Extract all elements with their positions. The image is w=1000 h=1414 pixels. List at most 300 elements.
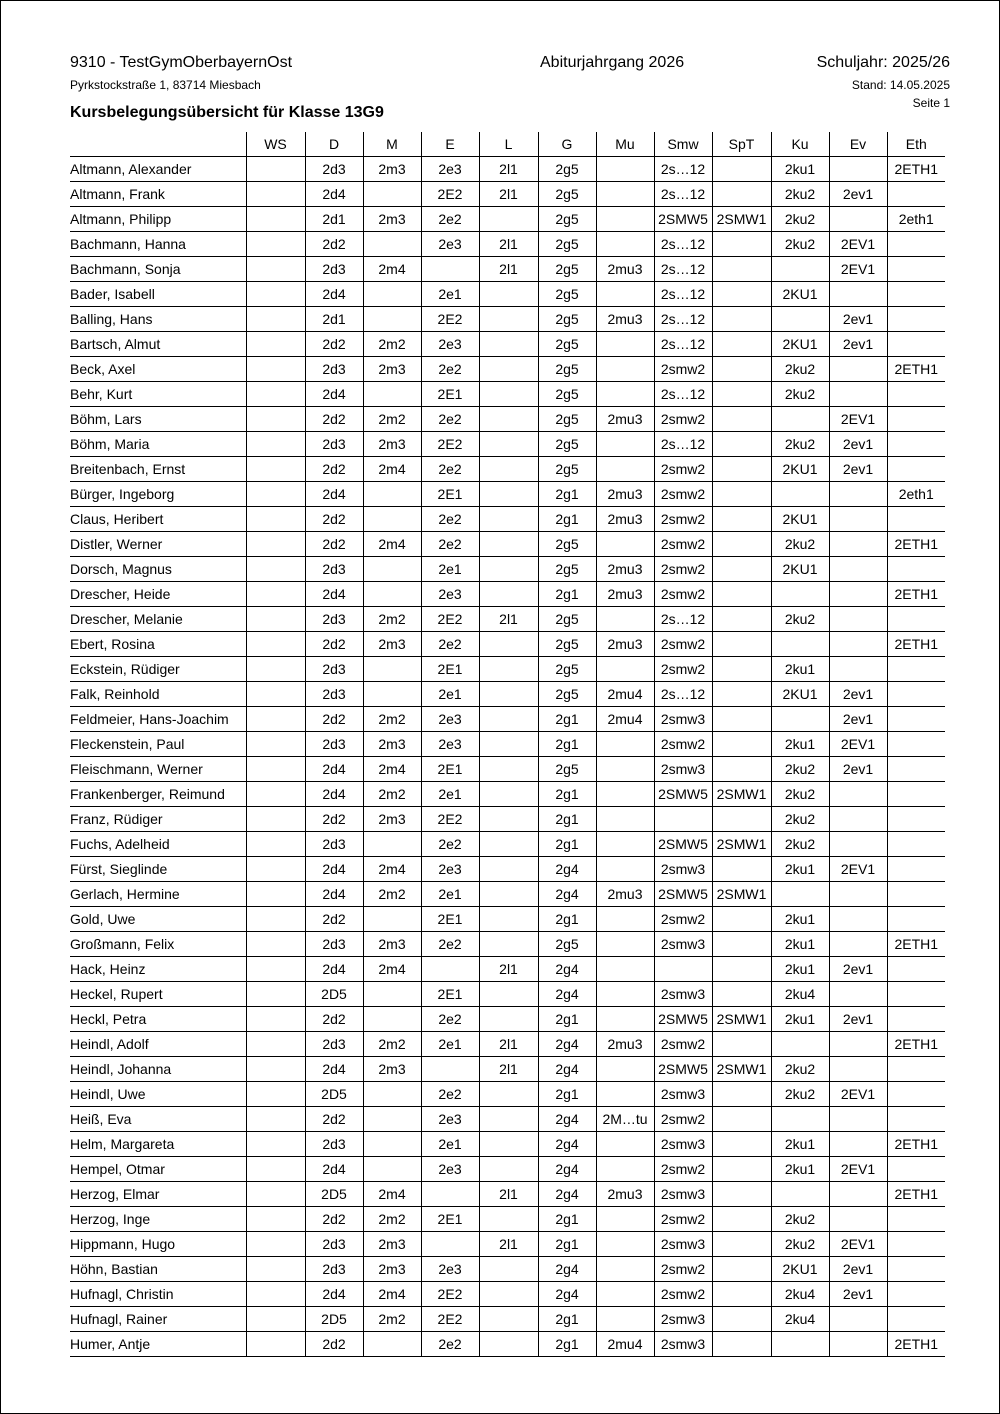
course-cell: 2e2 [421, 457, 479, 482]
course-cell [479, 632, 538, 657]
course-cell [246, 757, 305, 782]
student-name: Falk, Reinhold [70, 682, 246, 707]
course-cell: 2g1 [538, 782, 596, 807]
course-cell: 2d4 [305, 882, 363, 907]
course-cell [479, 1307, 538, 1332]
course-cell: 2smw2 [654, 657, 712, 682]
course-cell: 2m3 [363, 157, 421, 182]
course-cell [829, 582, 887, 607]
course-cell [596, 1257, 654, 1282]
course-cell: 2l1 [479, 1057, 538, 1082]
course-cell: 2d3 [305, 732, 363, 757]
course-cell [887, 282, 945, 307]
course-cell [829, 1032, 887, 1057]
course-cell: 2g5 [538, 232, 596, 257]
course-cell [887, 507, 945, 532]
course-cell [246, 682, 305, 707]
course-cell [829, 1107, 887, 1132]
table-row [70, 1282, 945, 1307]
course-cell: 2g5 [538, 557, 596, 582]
course-cell: 2m4 [363, 257, 421, 282]
course-cell [246, 1282, 305, 1307]
course-cell: 2ku2 [771, 382, 829, 407]
course-cell: 2mu3 [596, 582, 654, 607]
course-cell: 2ev1 [829, 457, 887, 482]
course-cell [829, 1207, 887, 1232]
course-cell: 2SMW1 [712, 832, 771, 857]
course-cell: 2E2 [421, 807, 479, 832]
student-name: Heckel, Rupert [70, 982, 246, 1007]
course-cell [654, 957, 712, 982]
column-header: E [421, 132, 479, 157]
course-cell [479, 657, 538, 682]
student-name: Herzog, Inge [70, 1207, 246, 1232]
course-cell: 2m2 [363, 707, 421, 732]
course-cell [479, 1157, 538, 1182]
course-cell: 2smw2 [654, 732, 712, 757]
course-cell [887, 657, 945, 682]
course-cell: 2KU1 [771, 507, 829, 532]
course-cell: 2d3 [305, 432, 363, 457]
course-cell: 2g5 [538, 757, 596, 782]
course-cell: 2l1 [479, 1182, 538, 1207]
course-cell: 2smw2 [654, 532, 712, 557]
course-cell [829, 1057, 887, 1082]
course-cell: 2ku2 [771, 532, 829, 557]
course-cell [246, 1332, 305, 1357]
course-cell [771, 707, 829, 732]
course-cell: 2ETH1 [887, 932, 945, 957]
course-cell: 2g1 [538, 1007, 596, 1032]
course-cell: 2d4 [305, 182, 363, 207]
course-cell [479, 757, 538, 782]
course-cell [246, 782, 305, 807]
course-cell [246, 807, 305, 832]
course-cell: 2s…12 [654, 232, 712, 257]
course-cell: 2ev1 [829, 332, 887, 357]
course-cell: 2d3 [305, 657, 363, 682]
table-row [70, 657, 945, 682]
table-row [70, 307, 945, 332]
course-cell: 2smw2 [654, 457, 712, 482]
course-cell [712, 507, 771, 532]
course-cell [246, 207, 305, 232]
course-cell [421, 1057, 479, 1082]
student-name: Herzog, Elmar [70, 1182, 246, 1207]
course-cell [479, 582, 538, 607]
course-cell [363, 382, 421, 407]
table-row [70, 257, 945, 282]
student-name: Beck, Axel [70, 357, 246, 382]
course-cell [887, 307, 945, 332]
course-cell [771, 407, 829, 432]
course-cell [363, 1132, 421, 1157]
course-cell: 2e1 [421, 782, 479, 807]
school-address: Pyrkstockstraße 1, 83714 Miesbach [70, 78, 261, 92]
course-cell: 2E1 [421, 482, 479, 507]
course-cell [712, 1282, 771, 1307]
course-cell [246, 482, 305, 507]
course-cell [712, 1232, 771, 1257]
course-cell: 2g5 [538, 207, 596, 232]
stand-date: Stand: 14.05.2025 [851, 78, 950, 92]
student-name: Altmann, Alexander [70, 157, 246, 182]
student-name: Eckstein, Rüdiger [70, 657, 246, 682]
course-cell [887, 1207, 945, 1232]
course-cell [363, 1082, 421, 1107]
course-cell: 2e1 [421, 1032, 479, 1057]
table-row [70, 457, 945, 482]
course-cell: 2g4 [538, 882, 596, 907]
course-cell [887, 807, 945, 832]
course-cell: 2smw2 [654, 407, 712, 432]
course-cell: 2smw2 [654, 632, 712, 657]
course-cell: 2mu3 [596, 1182, 654, 1207]
course-cell [596, 732, 654, 757]
table-row [70, 782, 945, 807]
student-name: Altmann, Frank [70, 182, 246, 207]
course-cell: 2ETH1 [887, 1182, 945, 1207]
course-cell [596, 1132, 654, 1157]
course-cell: 2s…12 [654, 682, 712, 707]
course-cell: 2d2 [305, 532, 363, 557]
course-cell [887, 1007, 945, 1032]
student-name: Heindl, Uwe [70, 1082, 246, 1107]
column-header: Eth [887, 132, 945, 157]
course-cell [712, 1107, 771, 1132]
course-cell [829, 657, 887, 682]
course-cell: 2E1 [421, 982, 479, 1007]
course-cell [363, 1332, 421, 1357]
course-cell: 2ev1 [829, 707, 887, 732]
column-header: L [479, 132, 538, 157]
course-cell: 2D5 [305, 982, 363, 1007]
course-cell: 2smw2 [654, 907, 712, 932]
course-cell [829, 557, 887, 582]
course-cell [246, 182, 305, 207]
course-cell [712, 382, 771, 407]
course-cell [712, 282, 771, 307]
column-header: SpT [712, 132, 771, 157]
course-cell: 2m3 [363, 1057, 421, 1082]
course-cell: 2e1 [421, 1132, 479, 1157]
course-cell: 2e3 [421, 1157, 479, 1182]
course-cell: 2EV1 [829, 257, 887, 282]
course-cell [246, 532, 305, 557]
table-row [70, 707, 945, 732]
course-cell: 2E2 [421, 307, 479, 332]
table-row [70, 207, 945, 232]
student-name: Breitenbach, Ernst [70, 457, 246, 482]
course-cell: 2ETH1 [887, 357, 945, 382]
course-cell [363, 282, 421, 307]
student-name: Heckl, Petra [70, 1007, 246, 1032]
course-cell: 2ku2 [771, 1082, 829, 1107]
course-cell: 2d4 [305, 782, 363, 807]
course-cell [596, 157, 654, 182]
course-cell: 2m3 [363, 207, 421, 232]
course-cell [596, 657, 654, 682]
course-cell: 2ETH1 [887, 1032, 945, 1057]
course-cell: 2SMW5 [654, 782, 712, 807]
table-row [70, 157, 945, 182]
course-cell: 2g1 [538, 1332, 596, 1357]
course-cell: 2SMW5 [654, 832, 712, 857]
course-cell [829, 807, 887, 832]
course-cell [712, 407, 771, 432]
course-cell [887, 782, 945, 807]
course-cell: 2mu3 [596, 557, 654, 582]
course-cell [596, 607, 654, 632]
column-header: Ku [771, 132, 829, 157]
course-cell: 2smw2 [654, 1032, 712, 1057]
course-cell [363, 307, 421, 332]
course-cell [712, 682, 771, 707]
course-cell: 2e1 [421, 282, 479, 307]
course-cell [479, 382, 538, 407]
course-cell: 2g5 [538, 257, 596, 282]
course-cell [246, 1057, 305, 1082]
course-cell: 2SMW1 [712, 1057, 771, 1082]
course-cell [712, 907, 771, 932]
course-cell [712, 332, 771, 357]
table-row [70, 557, 945, 582]
table-row [70, 1082, 945, 1107]
table-row [70, 982, 945, 1007]
course-cell: 2m3 [363, 732, 421, 757]
course-cell: 2KU1 [771, 682, 829, 707]
course-cell [596, 782, 654, 807]
course-cell: 2D5 [305, 1082, 363, 1107]
table-row [70, 882, 945, 907]
course-cell [829, 1132, 887, 1157]
course-cell: 2smw3 [654, 982, 712, 1007]
course-cell [479, 907, 538, 932]
course-cell [887, 1057, 945, 1082]
course-cell: 2EV1 [829, 857, 887, 882]
student-name: Helm, Margareta [70, 1132, 246, 1157]
course-cell: 2SMW1 [712, 207, 771, 232]
course-cell: 2e2 [421, 632, 479, 657]
course-cell [479, 707, 538, 732]
course-cell [246, 432, 305, 457]
course-cell: 2smw2 [654, 357, 712, 382]
course-cell [246, 457, 305, 482]
course-cell: 2ku2 [771, 432, 829, 457]
course-cell [246, 732, 305, 757]
course-cell: 2g5 [538, 682, 596, 707]
course-cell [829, 882, 887, 907]
school-name: 9310 - TestGymOberbayernOst [70, 54, 293, 71]
student-name: Heindl, Johanna [70, 1057, 246, 1082]
course-cell: 2g4 [538, 1032, 596, 1057]
table-row [70, 532, 945, 557]
course-cell [829, 932, 887, 957]
course-cell: 2d3 [305, 157, 363, 182]
course-cell [712, 632, 771, 657]
course-cell [712, 157, 771, 182]
course-cell [479, 932, 538, 957]
course-cell [596, 207, 654, 232]
course-cell: 2g1 [538, 582, 596, 607]
course-cell: 2d1 [305, 207, 363, 232]
course-cell: 2mu3 [596, 1032, 654, 1057]
column-header: Mu [596, 132, 654, 157]
course-cell [479, 1132, 538, 1157]
column-header: G [538, 132, 596, 157]
course-cell [246, 1032, 305, 1057]
student-name: Fürst, Sieglinde [70, 857, 246, 882]
table-row [70, 1232, 945, 1257]
course-cell: 2ku2 [771, 807, 829, 832]
course-cell [829, 1332, 887, 1357]
course-cell [887, 332, 945, 357]
course-cell: 2s…12 [654, 607, 712, 632]
course-cell: 2smw3 [654, 857, 712, 882]
course-cell: 2ku4 [771, 982, 829, 1007]
course-cell: 2ev1 [829, 182, 887, 207]
course-cell: 2g5 [538, 307, 596, 332]
course-cell [479, 807, 538, 832]
student-name: Dorsch, Magnus [70, 557, 246, 582]
course-cell [771, 1032, 829, 1057]
table-row [70, 182, 945, 207]
course-cell: 2E2 [421, 432, 479, 457]
course-cell [712, 1157, 771, 1182]
course-cell: 2eth1 [887, 207, 945, 232]
column-header: WS [246, 132, 305, 157]
course-cell: 2e2 [421, 1082, 479, 1107]
course-cell: 2smw3 [654, 1307, 712, 1332]
course-cell [363, 657, 421, 682]
course-cell [887, 382, 945, 407]
course-cell [887, 1232, 945, 1257]
course-cell [829, 982, 887, 1007]
course-cell [421, 1232, 479, 1257]
course-cell: 2ev1 [829, 1007, 887, 1032]
student-name: Hack, Heinz [70, 957, 246, 982]
course-cell [887, 982, 945, 1007]
course-cell: 2smw3 [654, 757, 712, 782]
course-cell: 2d4 [305, 1057, 363, 1082]
table-row [70, 807, 945, 832]
course-cell: 2e2 [421, 1332, 479, 1357]
course-cell: 2ku1 [771, 657, 829, 682]
course-cell [246, 307, 305, 332]
course-cell: 2g5 [538, 182, 596, 207]
student-name: Hippmann, Hugo [70, 1232, 246, 1257]
course-cell: 2mu4 [596, 707, 654, 732]
course-cell: 2e1 [421, 682, 479, 707]
course-cell: 2ku4 [771, 1282, 829, 1307]
course-cell [771, 257, 829, 282]
course-cell: 2E1 [421, 657, 479, 682]
course-cell [712, 982, 771, 1007]
course-cell: 2d4 [305, 1282, 363, 1307]
schuljahr: Schuljahr: 2025/26 [816, 54, 950, 71]
course-cell: 2smw3 [654, 1082, 712, 1107]
course-cell: 2ku2 [771, 357, 829, 382]
course-cell [479, 457, 538, 482]
course-cell: 2l1 [479, 157, 538, 182]
course-cell: 2ku4 [771, 1307, 829, 1332]
course-cell: 2e1 [421, 557, 479, 582]
table-row [70, 1332, 945, 1357]
course-cell: 2mu4 [596, 682, 654, 707]
course-cell: 2ku2 [771, 832, 829, 857]
course-cell: 2ku1 [771, 1157, 829, 1182]
student-name: Bachmann, Sonja [70, 257, 246, 282]
course-cell: 2s…12 [654, 182, 712, 207]
course-cell [596, 457, 654, 482]
course-cell: 2g5 [538, 607, 596, 632]
course-cell: 2d4 [305, 757, 363, 782]
course-cell: 2d4 [305, 482, 363, 507]
course-cell [246, 407, 305, 432]
course-cell [596, 282, 654, 307]
course-cell [829, 782, 887, 807]
course-cell: 2m2 [363, 882, 421, 907]
table-row [70, 332, 945, 357]
course-cell: 2s…12 [654, 257, 712, 282]
course-cell: 2d2 [305, 407, 363, 432]
course-cell [712, 182, 771, 207]
course-cell: 2g1 [538, 707, 596, 732]
course-cell: 2mu3 [596, 882, 654, 907]
course-cell: 2smw2 [654, 557, 712, 582]
course-cell [596, 807, 654, 832]
course-cell: 2smw2 [654, 507, 712, 532]
course-cell: 2KU1 [771, 332, 829, 357]
course-cell [712, 532, 771, 557]
course-cell [712, 357, 771, 382]
student-name: Bürger, Ingeborg [70, 482, 246, 507]
course-cell [246, 1107, 305, 1132]
abiturjahrgang: Abiturjahrgang 2026 [540, 54, 685, 71]
course-cell [771, 882, 829, 907]
course-cell [712, 1332, 771, 1357]
course-cell [479, 357, 538, 382]
student-name: Bachmann, Hanna [70, 232, 246, 257]
course-cell: 2ETH1 [887, 1132, 945, 1157]
table-row [70, 1057, 945, 1082]
course-cell: 2ku2 [771, 782, 829, 807]
course-cell [479, 1332, 538, 1357]
name-column-header [70, 132, 246, 157]
course-cell: 2e2 [421, 507, 479, 532]
course-cell [887, 1082, 945, 1107]
course-cell [479, 207, 538, 232]
course-cell [479, 857, 538, 882]
course-cell: 2ETH1 [887, 1332, 945, 1357]
course-cell [479, 982, 538, 1007]
course-cell: 2s…12 [654, 332, 712, 357]
course-cell [479, 682, 538, 707]
table-row [70, 1032, 945, 1057]
course-cell: 2g4 [538, 1057, 596, 1082]
course-cell: 2g5 [538, 282, 596, 307]
course-cell [596, 1282, 654, 1307]
student-name: Balling, Hans [70, 307, 246, 332]
course-cell: 2e3 [421, 732, 479, 757]
course-cell [246, 982, 305, 1007]
course-cell [887, 432, 945, 457]
course-cell: 2ku2 [771, 1207, 829, 1232]
course-cell [829, 507, 887, 532]
table-row [70, 932, 945, 957]
course-cell: 2g4 [538, 1182, 596, 1207]
course-cell [363, 982, 421, 1007]
